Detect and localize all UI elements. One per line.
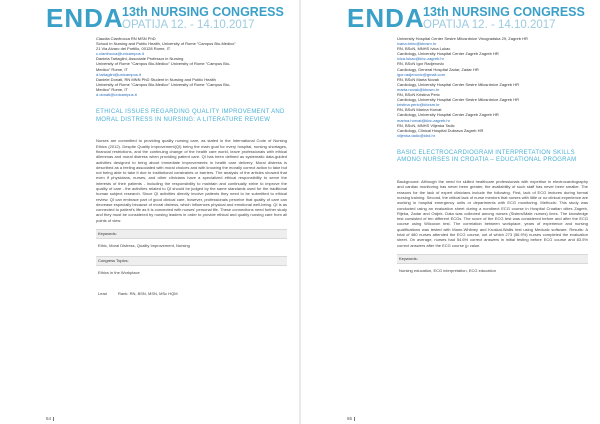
author-line: University of Rome "Campus Bio-Medico" University of Rome "Campus Bio-	[96, 81, 231, 87]
page-header	[347, 4, 590, 34]
page-footer	[46, 416, 54, 421]
author-line: Daniele Donati, RN MNN PhD Student in Nursing and Public Health	[96, 76, 216, 82]
author-line: Cardiology, University Hospital Center Zagreb Zagreb HR	[397, 112, 499, 118]
enda-logo: ENDA	[46, 3, 124, 33]
author-email-link[interactable]: igor.radjenovic@gmail.com	[397, 71, 446, 77]
author-email-link[interactable]: c.cianfrocca@unicampus.it	[96, 51, 144, 57]
author-line: School in Nursing and Public Health, University of Rome "Campus Bio-Medico"	[96, 41, 236, 47]
abstract-content	[96, 36, 287, 296]
enda-logo: ENDA	[347, 3, 425, 33]
author-line: University Hospital Center Sestre Milosrdnice Vinogradska 29, Zagreb HR	[397, 36, 528, 41]
abstract-title: ETHICAL ISSUES REGARDING QUALITY IMPROVEMENT AND MORAL DISTRESS IN NURSING: A LITERATURE REVIEW	[96, 109, 285, 123]
author-line: Daniela Tartaglini, Associate Professor in Nursing	[96, 56, 184, 62]
author-email-link[interactable]: viljenka.tadic@kbd.hr	[397, 132, 436, 138]
author-line: Cardiology, Clinical Hospital Dubrava Zagreb HR	[397, 127, 484, 133]
author-email-link[interactable]: d.donati@unicampus.it	[96, 92, 137, 98]
author-line: Cardiology, University Hospital Center Sestre Milosrdnice Zagreb HR	[397, 81, 519, 87]
congress-title: 13th NURSING CONGRESS	[423, 5, 585, 19]
author-email-link[interactable]: d.tartaglini@unicampus.it	[96, 71, 141, 77]
author-line: University of Rome "Campus Bio-Medico" University of Rome "Campus Bio-	[96, 61, 231, 67]
author-email-link[interactable]: ivana.brkic@kbcsm.hr	[397, 41, 437, 47]
author-line: RN, BScN Igor Radjenovic	[397, 61, 445, 67]
meta-rank: Rank: RN, BSN, MSN, MSc HQM	[118, 291, 178, 297]
keywords-label: Keywords:	[397, 254, 588, 264]
keywords-label: Keywords:	[96, 229, 287, 239]
author-line: Claudia Cianfrocca RN MSN PhD	[96, 36, 156, 41]
congress-title: 13th NURSING CONGRESS	[122, 5, 284, 19]
author-line: Cardiology, University Hospital Center Sestre Milosrdnice Zagreb HR	[397, 97, 519, 103]
left-page	[0, 0, 299, 424]
right-page	[301, 0, 600, 424]
meta-lead: Lead	[98, 291, 107, 297]
author-line: Cardiology, University Hospital Center Zagreb Zagreb HR	[397, 51, 499, 57]
topics-value: Ethics in the Workplace	[98, 270, 140, 276]
author-line: RN, BScN, MNHS Ivica Lukac	[397, 46, 451, 52]
author-email-link[interactable]: kristina.peric@kbcsm.hr	[397, 102, 440, 108]
keywords-value: Nursing education, ECG interpretation, ECG education	[399, 267, 496, 273]
author-line: 21 Via Alvaro del Portillo, 00128 Rome, IT	[96, 46, 171, 52]
author-line: RN, BScN Marta Novak	[397, 76, 440, 82]
author-email-link[interactable]: marina.horvat@kbc-zagreb.hr	[397, 117, 450, 123]
author-line: RN, BScN, MNHS Viljenka Tadic	[397, 122, 455, 128]
author-meta	[96, 291, 287, 296]
author-block	[397, 36, 588, 138]
page-footer	[347, 416, 355, 421]
abstract-title: BASIC ELECTROCARDIOGRAM INTERPRETATION SKILLS AMONG NURSES IN CROATIA – EDUCATIONAL PROGRAM	[397, 149, 577, 164]
page-number: 65	[347, 416, 353, 421]
author-line: Medico" Rome, IT	[96, 66, 128, 72]
congress-dates: OPATIJA 12. - 14.10.2017	[423, 19, 556, 31]
abstract-body	[397, 179, 588, 248]
congress-dates: OPATIJA 12. - 14.10.2017	[122, 19, 255, 31]
abstract-paragraph: Background: Although the need for skilled healthcare professionals with expertise in electrocardiography and cardiac monitoring has never been greater, the availability of such staff has never been smaller. The reasons for the lack of expert clinicians include the following. First, lack of ECG lectures during formal nursing training. Second, the critical lack of nurse mentors that nurses with little or no clinical experience are working in hospital emergency units or departments with ECG monitoring. Methods: This study was conducted using an evaluation sheet during a nondirect ECG course in Hospital Croatian cities Zagreb, Rijeka, Zadar and Osijek. Data was collected among nurses (Sisters/Male nurses) lines. The knowledge test consisted of ten different ECGs. The score of the ECG test was considered before and after the ECG course using Wilcoxon test. The correlation between workplace, years of experience and nursing qualifications was tested with Mann-Whitney and Kruskal-Wallis test using Medcalc software. Results: A total of 480 nurses attended the ECG course, out of which 273 (56.9%) nurses completed the evaluation sheet. On average, nurses had 54.6% correct answers in initial testing before ECG course and 83.5% correct answers after the ECG course (p value.	[397, 179, 588, 248]
author-line: Cardiology, General Hospital Zadar, Zadar HR	[397, 66, 479, 72]
abstract-body	[96, 138, 287, 223]
keywords-value: Ethic, Moral Distress, Quality Improvement, Nursing	[98, 243, 190, 249]
topics-label: Congress Topics:	[96, 256, 287, 266]
author-line: RN, BScN Kristina Peric	[397, 92, 440, 98]
author-email-link[interactable]: ivica.lukac@kbc-zagreb.hr	[397, 56, 444, 62]
page-number: 64	[46, 416, 52, 421]
author-block	[96, 36, 287, 97]
abstract-paragraph: Nurses are committed to providing quality nursing care, as stated in the International Code of Nursing Ethics (2012). Despite Quality Improvement(QI) being the main goal for every hospital, nursing shortages, financial restrictions, and the continuing change of the health care world, leave professionals with ethical dilemmas and moral distress when providing patient care. QI has been defined as systematic data-guided activities designed to bring about immediate improvements in health care delivery. Moral distress is described as a feeling associated with moral choices and with knowing the morally correct action to take but not being able to take it due to institutional constraints or barriers. The analysis of the articles showed that even if physicians, nurses, and other clinicians have a specialized ethical responsibility to serve the interests of their patients - including the responsibility to maintain and continually strive to improve the quality of care - the activities related to QI should be judged by the same standards used for the traditional human subject research. Since QI activities directly involve patients they need to be submitted to ethical review. QI can embrace part of good clinical care, however, professionals perceive that quality of care can decrease especially because of moral distress, which influences physical and emotional well-being. QI is as connected to patient's life as it is connected with nurses' personal life. These connections need further study and they must be considered by nursing leaders in order to provide ethical and quality nursing care from all points of view.	[96, 138, 287, 223]
abstract-content	[397, 36, 588, 275]
author-line: Medico" Rome, IT	[96, 86, 128, 92]
footer-divider	[53, 417, 54, 421]
author-email-link[interactable]: marta.novak@kbcsm.hr	[397, 86, 440, 92]
footer-divider	[354, 417, 355, 421]
page-header	[46, 4, 289, 34]
author-line: RN, BScN Marina Horvat	[397, 107, 442, 113]
